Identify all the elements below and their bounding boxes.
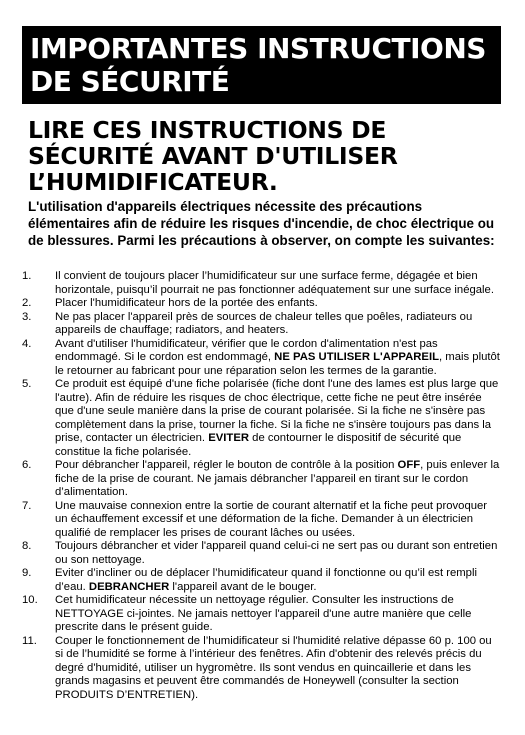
item-text: Avant d'utiliser l'humidificateur, vérifier que le cordon d'alimentation n'est pas endommagé. Si le cordon est endommagé, bbox=[55, 337, 438, 363]
item-number: 3. bbox=[22, 310, 32, 323]
item-number: 4. bbox=[22, 337, 32, 350]
item-text: Ne pas placer l'appareil près de sources de chaleur telles que poêles, radiateurs ou appareils de chauffage; radiators, and heaters. bbox=[55, 310, 473, 336]
item-text: Eviter d’incliner ou de déplacer l’humidificateur quand il fonctionne ou qu’il est rempli d’eau. bbox=[55, 567, 477, 593]
item-bold-warning: DEBRANCHER bbox=[88, 580, 170, 593]
subtitle-line-1: LIRE CES INSTRUCTIONS DE bbox=[28, 116, 387, 144]
item-number: 2. bbox=[22, 297, 32, 309]
item-number: 11. bbox=[22, 634, 37, 647]
item-number: 6. bbox=[22, 459, 32, 471]
item-text: Ce produit est équipé d'une fiche polarisée (fiche dont l'une des lames est plus large que l'autre). Afin de réduire les risques de choc électrique, cette fiche ne peut être insérée que d'une seule manière dans la prise de courant polarisée. Si la fiche ne s'insère pas complètement dans la prise, tourner la fiche. Si la fiche ne s'insère toujours pas dans la prise, contacter un électricien. bbox=[55, 378, 499, 444]
item-number: 1. bbox=[22, 270, 32, 282]
item-number: 5. bbox=[22, 378, 32, 390]
item-text: Cet humidificateur nécessite un nettoyage régulier. Consulter les instructions de NETTOYAGE ci-jointes. Ne jamais nettoyer l'appareil d'une autre manière que celle prescrite dans le présent guide. bbox=[55, 594, 472, 633]
item-text: Une mauvaise connexion entre la sortie de courant alternatif et la fiche peut provoquer un échauffement excessif et une déformation de la fiche. Demander à un électricien qualifié de remplacer les prises de courant lâches ou usées. bbox=[55, 499, 488, 539]
intro-paragraph: L'utilisation d'appareils électriques nécessite des précautions élémentaires afin de réduire les risques d'incendie, de choc électrique ou de blessures. Parmi les précautions à observer, on compte les suivantes: bbox=[28, 199, 495, 248]
item-number: 8. bbox=[22, 540, 32, 552]
item-text: Il convient de toujours placer l’humidificateur sur une surface ferme, dégagée et bien horizontale, puisqu’il pourrait ne pas fonctionner adéquatement sur une surface inégale. bbox=[55, 270, 494, 296]
title-line-1: IMPORTANTES INSTRUCTIONS bbox=[30, 32, 486, 65]
list-item bbox=[22, 567, 500, 594]
list-item bbox=[22, 459, 500, 500]
subtitle-line-3: L’HUMIDIFICATEUR. bbox=[28, 168, 278, 196]
item-text: Couper le fonctionnement de l’humidificateur si l'humidité relative dépasse 60 p. 100 ou si de l’humidité se forme à l’intérieur des fenêtres. Afin d'obtenir des relevés précis du degré d'humidité, utiliser un hygromètre. Ils sont vendus en quincaillerie et dans les grands magasins et peuvent être commandés de Honeywell (consulter la section PRODUITS D’ENTRETIEN). bbox=[55, 634, 492, 701]
subtitle-heading bbox=[28, 117, 498, 195]
list-item bbox=[22, 270, 500, 297]
item-text-continued: , mais plutôt le retourner au fabricant pour une réparation selon les termes de la garantie. bbox=[55, 351, 500, 377]
item-bold-warning: OFF bbox=[397, 459, 421, 471]
item-number: 10. bbox=[22, 594, 38, 606]
list-item bbox=[22, 594, 500, 635]
list-item bbox=[22, 311, 500, 338]
item-text: Placer l'humidificateur hors de la portée des enfants. bbox=[55, 297, 318, 309]
list-item bbox=[22, 378, 500, 459]
item-text: Pour débrancher l'appareil, régler le bouton de contrôle à la position bbox=[55, 459, 398, 471]
safety-instructions-list bbox=[22, 270, 500, 702]
list-item bbox=[22, 500, 500, 541]
item-text-continued: de contourner le dispositif de sécurité que constitue la fiche polarisée. bbox=[55, 432, 462, 458]
item-number: 7. bbox=[22, 499, 32, 512]
title-banner bbox=[22, 26, 501, 104]
subtitle-line-2: SÉCURITÉ AVANT D'UTILISER bbox=[28, 142, 398, 170]
item-text-continued: , puis enlever la fiche de la prise de courant. Ne jamais débrancher l’appareil en tirant sur le cordon d’alimentation. bbox=[55, 459, 500, 498]
list-item bbox=[22, 297, 500, 311]
item-bold-warning: EVITER bbox=[208, 432, 250, 444]
item-number: 9. bbox=[22, 567, 32, 579]
list-item bbox=[22, 635, 500, 703]
item-text: Toujours débrancher et vider l'appareil quand celui-ci ne sert pas ou durant son entretien ou son nettoyage. bbox=[55, 540, 498, 566]
list-item bbox=[22, 540, 500, 567]
page-title bbox=[30, 32, 495, 98]
list-item bbox=[22, 338, 500, 379]
item-text-continued: l'appareil avant de le bouger. bbox=[169, 580, 317, 593]
title-line-2: DE SÉCURITÉ bbox=[30, 65, 230, 98]
item-bold-warning: NE PAS UTILISER L'APPAREIL bbox=[274, 351, 440, 363]
